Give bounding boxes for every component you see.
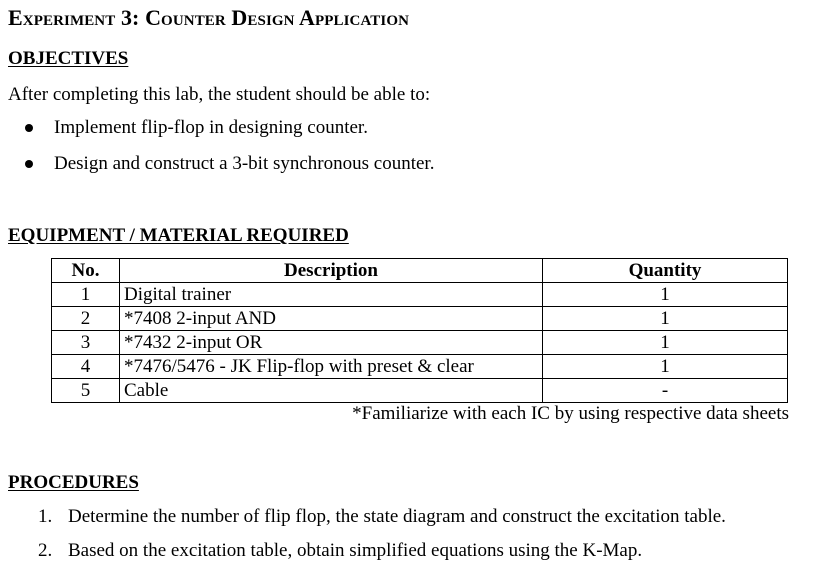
cell-no: 4 <box>52 355 120 379</box>
equipment-heading: EQUIPMENT / MATERIAL REQUIRED <box>8 225 349 246</box>
bullet-icon <box>25 160 33 168</box>
objective-text: Design and construct a 3-bit synchronous counter. <box>54 153 435 174</box>
procedures-heading: PROCEDURES <box>8 472 139 493</box>
procedure-text: Determine the number of flip flop, the state diagram and construct the excitation table. <box>68 506 726 527</box>
procedure-number: 1. <box>38 506 53 527</box>
cell-quantity: - <box>543 379 788 403</box>
table-row <box>52 307 788 331</box>
cell-no: 1 <box>52 283 120 307</box>
procedure-text: Based on the excitation table, obtain simplified equations using the K-Map. <box>68 540 643 561</box>
table-row <box>52 355 788 379</box>
cell-description: *7408 2-input AND <box>120 307 543 331</box>
cell-description: Cable <box>120 379 543 403</box>
procedure-number: 2. <box>38 540 53 561</box>
cell-quantity: 1 <box>543 307 788 331</box>
objectives-intro: After completing this lab, the student should be able to: <box>8 84 431 105</box>
table-header-row <box>52 259 788 283</box>
table-row <box>52 379 788 403</box>
cell-no: 5 <box>52 379 120 403</box>
bullet-icon <box>25 124 33 132</box>
objectives-heading: OBJECTIVES <box>8 48 129 69</box>
document-title: Experiment 3: Counter Design Application <box>8 5 410 30</box>
column-header-no: No. <box>52 259 120 283</box>
equipment-table <box>51 258 788 403</box>
cell-quantity: 1 <box>543 283 788 307</box>
table-row <box>52 331 788 355</box>
cell-description: *7476/5476 - JK Flip-flop with preset & clear <box>120 355 543 379</box>
cell-quantity: 1 <box>543 355 788 379</box>
datasheet-note: *Familiarize with each IC by using respective data sheets <box>352 403 789 424</box>
column-header-quantity: Quantity <box>543 259 788 283</box>
column-header-description: Description <box>120 259 543 283</box>
cell-no: 2 <box>52 307 120 331</box>
cell-description: *7432 2-input OR <box>120 331 543 355</box>
cell-quantity: 1 <box>543 331 788 355</box>
objective-text: Implement flip-flop in designing counter. <box>54 117 368 138</box>
table-row <box>52 283 788 307</box>
cell-no: 3 <box>52 331 120 355</box>
cell-description: Digital trainer <box>120 283 543 307</box>
